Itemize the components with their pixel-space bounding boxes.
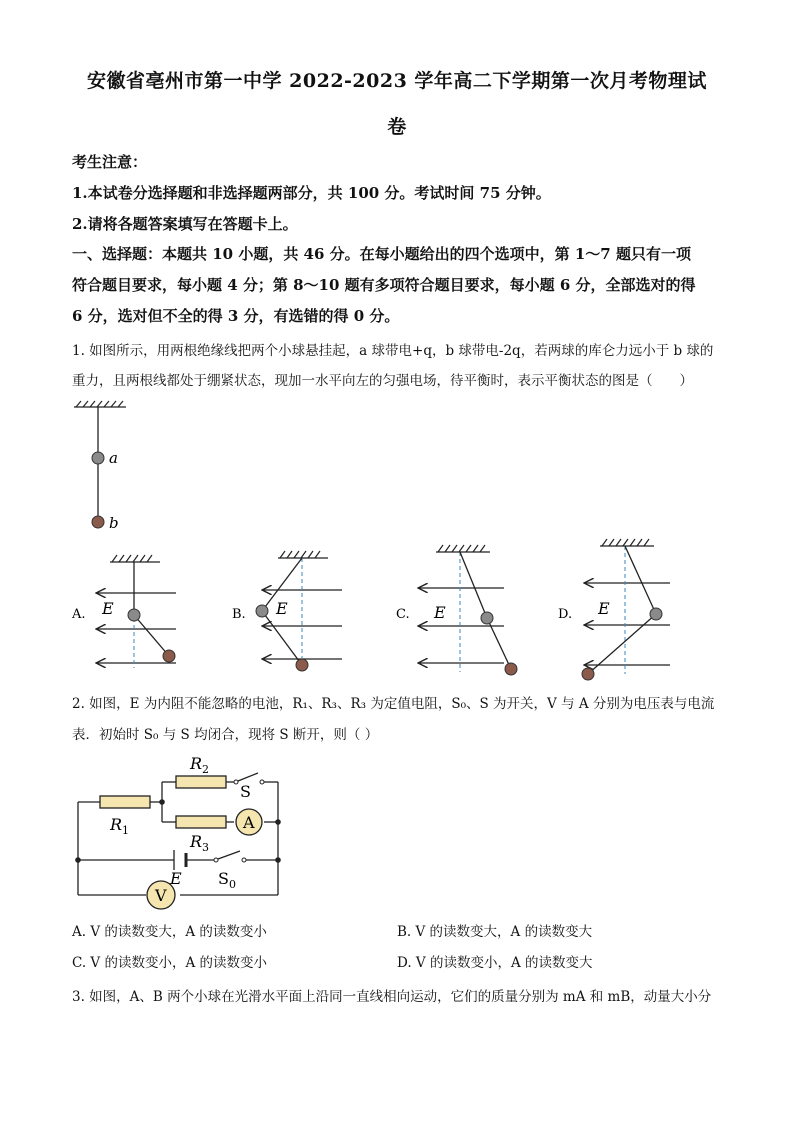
ceiling-hatch xyxy=(278,551,328,558)
resistor-r3 xyxy=(176,816,226,828)
label-s: S xyxy=(240,782,251,801)
field-label-e: E xyxy=(102,599,114,618)
section-instructions-1: 一、选择题：本题共 10 小题，共 46 分。在每小题给出的四个选项中，第 1～7 题只有一项 xyxy=(72,245,691,263)
switch-s0 xyxy=(214,851,246,862)
resistor-r1 xyxy=(100,796,150,808)
ball-b xyxy=(92,516,104,528)
q3-text-1: 3. 如图，A、B 两个小球在光滑水平面上沿同一直线相向运动，它们的质量分别为 mA 和 mB，动量大小分 xyxy=(72,989,712,1005)
q2-text-1: 2. 如图，E 为内阻不能忽略的电池，R₁、R₃、R₃ 为定值电阻，S₀、S 为开关，V 与 A 分别为电压表与电流 xyxy=(72,696,715,712)
ball-a xyxy=(92,452,104,464)
q2-option-b[interactable]: B. V 的读数变大，A 的读数变大 xyxy=(397,924,593,940)
svg-text:A: A xyxy=(243,813,255,832)
q1-text-1: 1. 如图所示，用两根绝缘线把两个小球悬挂起，a 球带电+q，b 球带电-2q，若两球的库仑力远小于 b 球的 xyxy=(72,343,714,359)
option-c-figure[interactable] xyxy=(396,545,517,675)
svg-text:V: V xyxy=(155,886,167,905)
ammeter xyxy=(236,809,262,835)
field-label-e: E xyxy=(598,599,610,618)
label-r3: $R_3$ xyxy=(190,832,210,854)
option-a-figure[interactable] xyxy=(71,555,176,668)
notice-item-1: 1.本试卷分选择题和非选择题两部分，共 100 分。考试时间 75 分钟。 xyxy=(72,184,551,202)
option-c-label: C. xyxy=(396,607,410,622)
option-d-label: D. xyxy=(558,607,573,622)
option-d-figure[interactable] xyxy=(558,539,670,680)
resistor-r2 xyxy=(176,776,226,788)
section-instructions-3: 6 分，选对但不全的得 3 分，有选错的得 0 分。 xyxy=(72,307,400,325)
field-label-e: E xyxy=(276,599,288,618)
ceiling-hatch xyxy=(600,539,654,546)
paper-title-cont: 卷 xyxy=(387,116,407,138)
ball-a-label: a xyxy=(109,449,118,467)
q1-option-figures xyxy=(66,538,756,688)
q2-option-a[interactable]: A. V 的读数变大，A 的读数变小 xyxy=(72,924,267,940)
q1-text-2: 重力，且两根线都处于绷紧状态，现加一水平向左的匀强电场，待平衡时，表示平衡状态的图是（ ） xyxy=(72,373,693,389)
q1-initial-figure xyxy=(70,398,150,538)
option-b-label: B. xyxy=(232,607,246,622)
section-instructions-2: 符合题目要求，每小题 4 分；第 8～10 题有多项符合题目要求，每小题 6 分，全部选对的得 xyxy=(72,276,696,294)
ceiling-hatch xyxy=(74,401,126,407)
option-a-label: A. xyxy=(72,607,86,622)
label-r1: $R_1$ xyxy=(110,815,130,837)
q2-circuit-diagram xyxy=(66,750,296,910)
q2-option-d[interactable]: D. V 的读数变小，A 的读数变大 xyxy=(397,955,593,971)
notice-item-2: 2.请将各题答案填写在答题卡上。 xyxy=(72,215,298,233)
notice-heading: 考生注意： xyxy=(72,153,148,171)
ceiling-hatch xyxy=(436,545,490,552)
field-label-e: E xyxy=(434,603,446,622)
ball-b-label: b xyxy=(109,514,119,532)
q2-text-2: 表．初始时 S₀ 与 S 均闭合，现将 S 断开，则（ ） xyxy=(72,727,379,743)
battery-e xyxy=(174,850,186,870)
label-s0: $S_0$ xyxy=(218,869,236,891)
paper-title: 安徽省亳州市第一中学 2022-2023 学年高二下学期第一次月考物理试 xyxy=(87,70,707,92)
label-r2: $R_2$ xyxy=(190,754,210,776)
ceiling-hatch xyxy=(110,555,160,562)
option-b-figure[interactable] xyxy=(232,551,342,671)
label-e: E xyxy=(170,869,182,888)
q2-option-c[interactable]: C. V 的读数变小，A 的读数变小 xyxy=(72,955,268,971)
